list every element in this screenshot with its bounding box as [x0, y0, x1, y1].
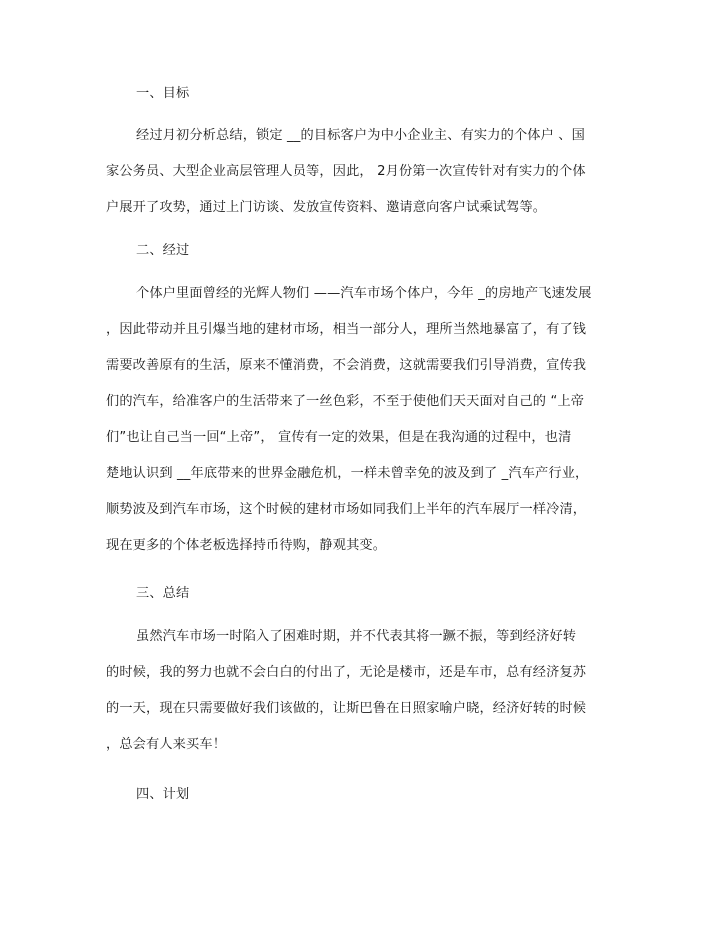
paragraph-line: ，因此带动并且引爆当地的建材市场，相当一部分人，理所当然地暴富了，有了钱 [106, 322, 587, 337]
paragraph-line: 户展开了攻势，通过上门访谈、发放宣传资料、邀请意向客户试乘试驾等。 [106, 200, 547, 215]
paragraph-line: 需要改善原有的生活，原来不懂消费，不会消费，这就需要我们引导消费，宣传我 [106, 358, 587, 373]
paragraph-line: ，总会有人来买车！ [106, 737, 227, 752]
section-heading-summary: 三、总结 [136, 586, 190, 601]
section-heading-goal: 一、目标 [136, 86, 190, 101]
paragraph-line: 虽然汽车市场一时陷入了困难时期，并不代表其将一蹶不振，等到经济好转 [136, 629, 577, 644]
paragraph-line: 现在更多的个体老板选择持币待购，静观其变。 [106, 538, 387, 553]
section-heading-process: 二、经过 [136, 243, 190, 258]
section-heading-plan: 四、计划 [136, 787, 190, 802]
paragraph-line: 的时候，我的努力也就不会白白的付出了，无论是楼市，还是车市，总有经济复苏 [106, 665, 587, 680]
paragraph-line: 楚地认识到 __年底带来的世界金融危机，一样未曾幸免的波及到了 _汽车产行业， [106, 466, 589, 481]
paragraph-line: 的一天，现在只需要做好我们该做的，让斯巴鲁在日照家喻户晓，经济好转的时候 [106, 701, 587, 716]
paragraph-line: 顺势波及到汽车市场，这个时候的建材市场如同我们上半年的汽车展厅一样冷清， [106, 502, 587, 517]
paragraph-line: 家公务员、大型企业高层管理人员等，因此， 2月份第一次宣传针对有实力的个体 [106, 164, 586, 179]
paragraph-line: 个体户里面曾经的光辉人物们 ——汽车市场个体户，今年 _的房地产飞速发展 [136, 286, 592, 301]
paragraph-line: 经过月初分析总结，锁定 __的目标客户为中小企业主、有实力的个体户 、国 [136, 128, 585, 143]
paragraph-line: 们的汽车，给准客户的生活带来了一丝色彩，不至于使他们天天面对自己的 “上帝 [106, 394, 585, 409]
paragraph-line: 们”也让自己当一回“上帝”， 宣传有一定的效果，但是在我沟通的过程中，也清 [106, 430, 572, 445]
